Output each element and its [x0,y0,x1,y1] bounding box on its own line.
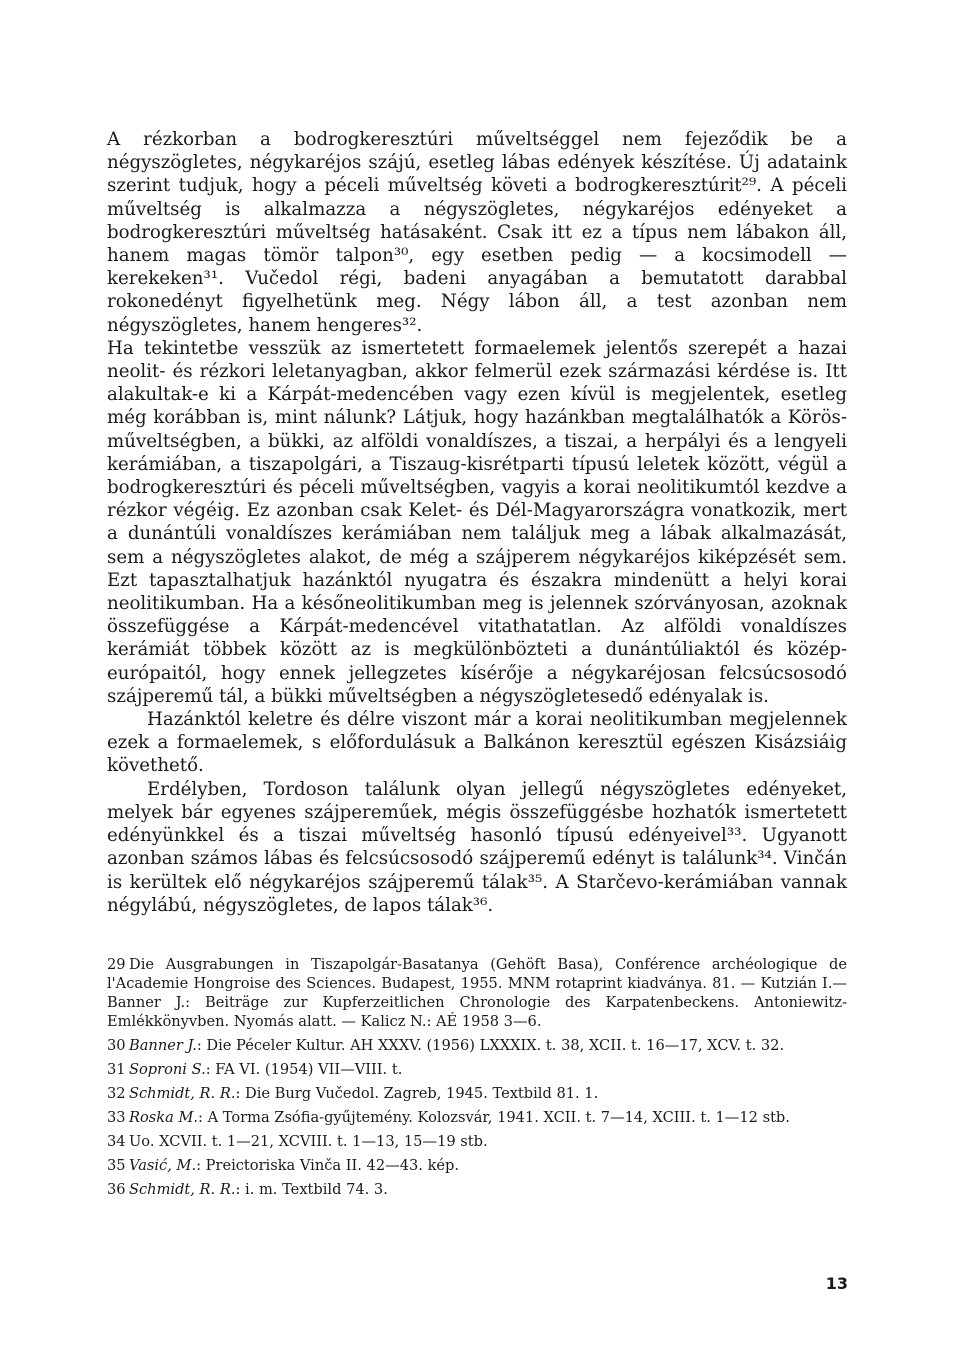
footnote [107,1084,847,1103]
footnote-number: 35 [107,1156,126,1174]
page-number: 13 [825,1274,848,1293]
footnote-text: : Die Péceler Kultur. AH XXXV. (1956) LXXXIX. t. 38, XCII. t. 16—17, XCV. t. 32. [196,1036,785,1054]
footnote-author: Roska M. [129,1108,199,1126]
footnote-text: : Die Burg Vučedol. Zagreb, 1945. Textbild 81. 1. [235,1084,599,1102]
footnote-number: 36 [107,1180,126,1198]
footnote-number: 33 [107,1108,126,1126]
footnote-author: Schmidt, R. R. [129,1084,236,1102]
paragraph-2: Ha tekintetbe vesszük az ismertetett formaelemek jelentős szerepét a hazai neolit- és rézkori leletanyagban, akkor felmerül ezek származási kérdése is. Itt alakultak-e ki a Kárpát-medencében vagy ezen kívül is megjelentek, esetleg még korábban is, mint nálunk? Látjuk, hogy hazánkban megtalálhatók a Körös-műveltségben, a bükki, az alföldi vonaldíszes, a tiszai, a herpályi és a lengyeli kerámiában, a tiszapolgári, a Tiszaug-kisrétparti típusú leletek között, végül a bodrogkeresztúri és péceli műveltségben, vagyis a korai neolitikumtól kezdve a rézkor végéig. Ez azonban csak Kelet- és Dél-Magyarországra vonatkozik, mert a dunántúli vonaldíszes kerámiában nem találjuk meg a lábak alkalmazását, sem a négyszögletes alakot, de még a szájperem négykaréjos kiképzését sem. Ezt tapasztalhatjuk hazánktól nyugatra és északra mindenütt a helyi korai neolitikumban. Ha a későneolitikumban meg is jelennek szórványosan, azoknak összefüggése a Kárpát-medencével vitathatatlan. Az alföldi vonaldíszes kerámiát többek között az is megkülönbözteti a dunántúliaktól és közép-európaitól, hogy ennek jellegzetes kísérője a négykaréjosan felcsúcsosodó szájperemű tál, a bükki műveltségben a négyszögletesedő edényalak is. [107,337,847,707]
footnote [107,1108,847,1127]
footnote-number: 30 [107,1036,126,1054]
footnote-author: Banner J. [129,1036,197,1054]
paragraph-1: A rézkorban a bodrogkeresztúri műveltséggel nem fejeződik be a négyszögletes, négykaréjos szájú, esetleg lábas edények készítése. Új adataink szerint tudjuk, hogy a péceli műveltség követi a bodrogkeresztúrit²⁹. A péceli műveltség is alkalmazza a négyszögletes, négykaréjos edényeket a bodrogkeresztúri műveltség hatásaként. Csak itt ez a típus nem lábakon áll, hanem magas tömör talpon³⁰, egy esetben pedig — a kocsimodell — kerekeken³¹. Vučedol régi, badeni anyagában a bemutatott darabbal rokonedényt figyelhetünk meg. Négy lábon áll, a test azonban nem négyszögletes, hanem hengeres³². [107,129,847,336]
footnote-number: 32 [107,1084,126,1102]
footnote [107,1180,847,1199]
footnote-text: Die Ausgrabungen in Tiszapolgár-Basatanya (Gehöft Basa), Conférence archéologique de l'Academie Hongroise des Sciences. Budapest, 1955. MNM rotaprint kiadványa. 81. — Kutzián I.—Banner J.: Beiträge zur Kupferzeitlichen Chronologie des Karpatenbeckens. Antoniewitz-Emlékkönyvben. Nyomás alatt. — Kalicz N.: AÉ 1958 3—6. [107,955,847,1030]
footnote-text: : FA VI. (1954) VII—VIII. t. [205,1060,403,1078]
footnote-text: : i. m. Textbild 74. 3. [235,1180,388,1198]
body-text [107,128,847,917]
paragraph-4: Erdélyben, Tordoson találunk olyan jellegű négyszögletes edényeket, melyek bár egyenes szájpereműek, mégis összefüggésbe hozhatók ismertetett edényünkkel és a tiszai műveltség hasonló típusú edényeivel³³. Ugyanott azonban számos lábas és felcsúcsosodó szájperemű edényt is találunk³⁴. Vinčán is kerültek elő négykaréjos szájperemű tálak³⁵. A Starčevo-kerámiában vannak négylábú, négyszögletes, de lapos tálak³⁶. [107,778,847,916]
paragraph-3: Hazánktól keletre és délre viszont már a korai neolitikumban megjelennek ezek a formaelemek, s előfordulásuk a Balkánon keresztül egészen Kisázsiáig követhető. [107,709,847,777]
footnote-author: Schmidt, R. R. [129,1180,236,1198]
page [107,128,847,1204]
footnote-number: 31 [107,1060,126,1078]
footnote-author: Vasić, M. [129,1156,197,1174]
footnotes [107,955,847,1199]
footnote-text: : A Torma Zsófia-gyűjtemény. Kolozsvár, 1941. XCII. t. 7—14, XCIII. t. 1—12 stb. [198,1108,790,1126]
footnote-text: Uo. XCVII. t. 1—21, XCVIII. t. 1—13, 15—19 stb. [129,1132,488,1150]
footnote-author: Soproni S. [129,1060,206,1078]
footnote [107,1156,847,1175]
footnote [107,1036,847,1055]
footnote [107,1132,847,1151]
footnote-number: 29 [107,955,126,973]
footnote-number: 34 [107,1132,126,1150]
footnote [107,955,847,1031]
footnote [107,1060,847,1079]
footnote-text: : Preictoriska Vinča II. 42—43. kép. [196,1156,460,1174]
